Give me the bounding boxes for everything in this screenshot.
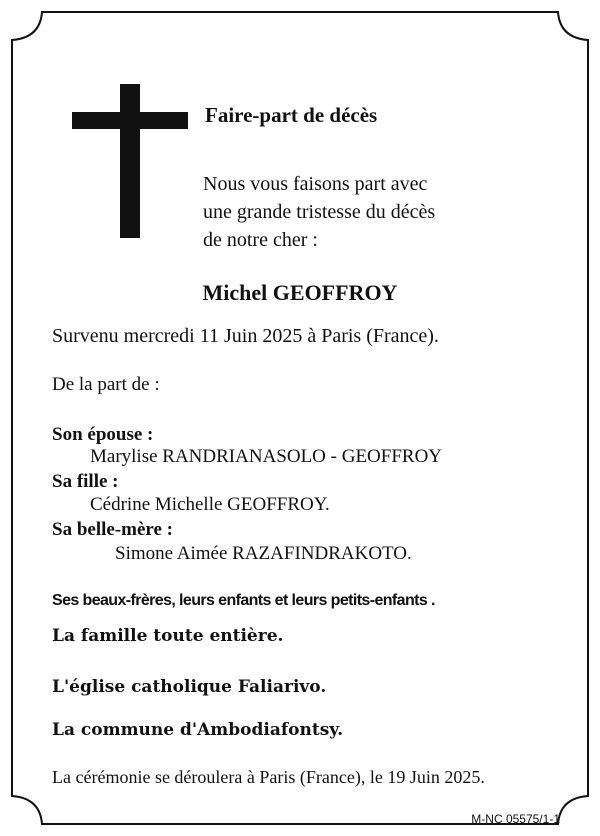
family-line: La famille toute entière. — [52, 626, 284, 646]
from-label: De la part de : — [52, 374, 160, 395]
notice-title: Faire-part de décès — [205, 103, 378, 127]
intro-line-3: de notre cher : — [203, 229, 318, 251]
relative-label-spouse: Son épouse : — [52, 424, 154, 445]
intro-line-2: une grande tristesse du décès — [203, 201, 436, 223]
intro-text — [203, 170, 435, 254]
ceremony-line: La cérémonie se déroulera à Paris (France), le 19 Juin 2025. — [52, 767, 485, 787]
relative-label-daughter: Sa fille : — [52, 471, 119, 492]
cross-horizontal-bar — [72, 112, 188, 129]
relative-name-daughter: Cédrine Michelle GEOFFROY. — [90, 494, 330, 515]
intro-line-1: Nous vous faisons part avec — [203, 173, 428, 195]
cross-vertical-bar — [120, 84, 140, 238]
relative-label-mother-in-law: Sa belle-mère : — [52, 519, 173, 540]
relative-name-spouse: Marylise RANDRIANASOLO - GEOFFROY — [90, 446, 443, 467]
reference-code: M-NC 05575/1-1 — [471, 812, 560, 826]
deceased-name: Michel GEOFFROY — [202, 280, 398, 305]
in-laws-line: Ses beaux-frères, leurs enfants et leurs petits-enfants . — [52, 592, 435, 609]
death-statement: Survenu mercredi 11 Juin 2025 à Paris (France). — [52, 325, 439, 347]
commune-line: La commune d'Ambodiafontsy. — [52, 720, 344, 740]
church-line: L'église catholique Faliarivo. — [52, 677, 327, 697]
relative-name-mother-in-law: Simone Aimée RAZAFINDRAKOTO. — [115, 543, 412, 564]
